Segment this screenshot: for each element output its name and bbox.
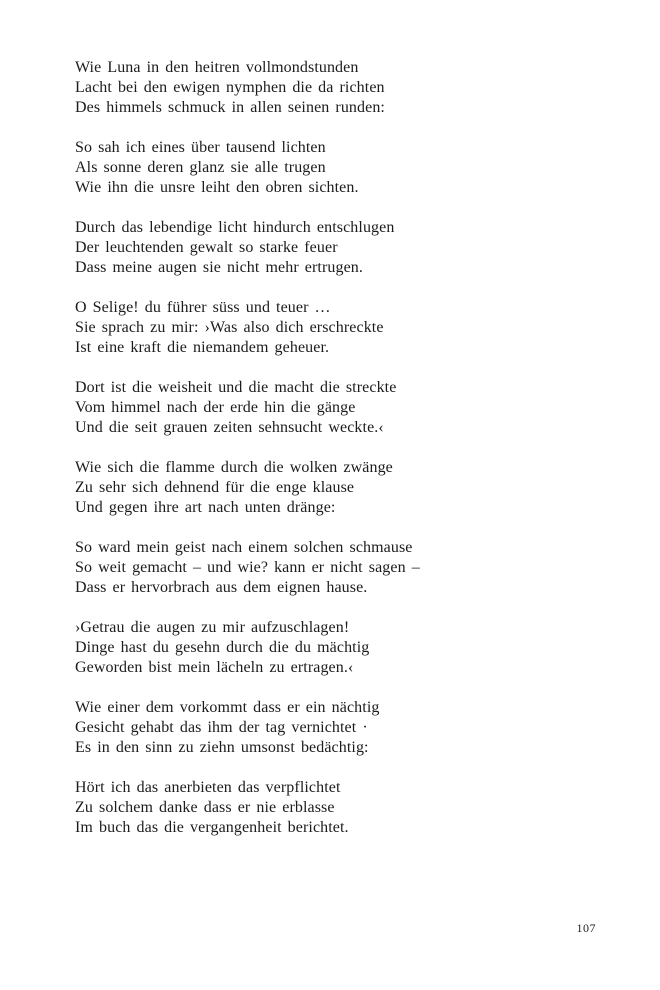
poem-line: Im buch das die vergangenheit berichtet. [75,819,349,836]
poem-line: Hört ich das anerbieten das verpflichtet [75,779,341,796]
poem-stanza [75,378,620,438]
poem-line: So ward mein geist nach einem solchen schmause [75,539,413,556]
poem-stanza [75,618,620,678]
poem-line: Sie sprach zu mir: ›Was also dich erschreckte [75,319,384,336]
poem-line: Lacht bei den ewigen nymphen die da richten [75,79,385,96]
poem-line: Wie ihn die unsre leiht den obren sichten. [75,179,359,196]
poem-line: Wie einer dem vorkommt dass er ein nächtig [75,699,380,716]
poem-stanza [75,138,620,198]
poem-line: ›Getrau die augen zu mir aufzuschlagen! [75,619,350,636]
poem-line: Als sonne deren glanz sie alle trugen [75,159,326,176]
poem-stanza [75,58,620,118]
poem-stanza [75,538,620,598]
poem-stanza [75,698,620,758]
page-number: 107 [576,921,596,935]
poem-line: So weit gemacht – und wie? kann er nicht sagen – [75,559,420,576]
poem-body [75,58,620,858]
poem-line: Es in den sinn zu ziehn umsonst bedächtig: [75,739,369,756]
poem-stanza [75,778,620,838]
poem-line: Und die seit grauen zeiten sehnsucht weckte.‹ [75,419,384,436]
poem-line: Gesicht gehabt das ihm der tag vernichtet · [75,719,368,736]
poem-line: Dort ist die weisheit und die macht die streckte [75,379,397,396]
poem-line: Dass meine augen sie nicht mehr ertrugen. [75,259,363,276]
poem-line: O Selige! du führer süss und teuer … [75,299,331,316]
poem-line: So sah ich eines über tausend lichten [75,139,326,156]
poem-line: Geworden bist mein lächeln zu ertragen.‹ [75,659,354,676]
poem-line: Zu solchem danke dass er nie erblasse [75,799,335,816]
poem-stanza [75,458,620,518]
poem-line: Der leuchtenden gewalt so starke feuer [75,239,338,256]
poem-line: Wie Luna in den heitren vollmondstunden [75,59,359,76]
poem-line: Zu sehr sich dehnend für die enge klause [75,479,355,496]
poem-line: Dinge hast du gesehn durch die du mächtig [75,639,370,656]
poem-line: Und gegen ihre art nach unten dränge: [75,499,336,516]
poem-line: Durch das lebendige licht hindurch entschlugen [75,219,395,236]
poem-stanza [75,298,620,358]
poem-line: Vom himmel nach der erde hin die gänge [75,399,356,416]
poem-line: Wie sich die flamme durch die wolken zwänge [75,459,393,476]
poem-line: Dass er hervorbrach aus dem eignen hause. [75,579,368,596]
poem-stanza [75,218,620,278]
poem-line: Des himmels schmuck in allen seinen runden: [75,99,385,116]
poem-line: Ist eine kraft die niemandem geheuer. [75,339,330,356]
